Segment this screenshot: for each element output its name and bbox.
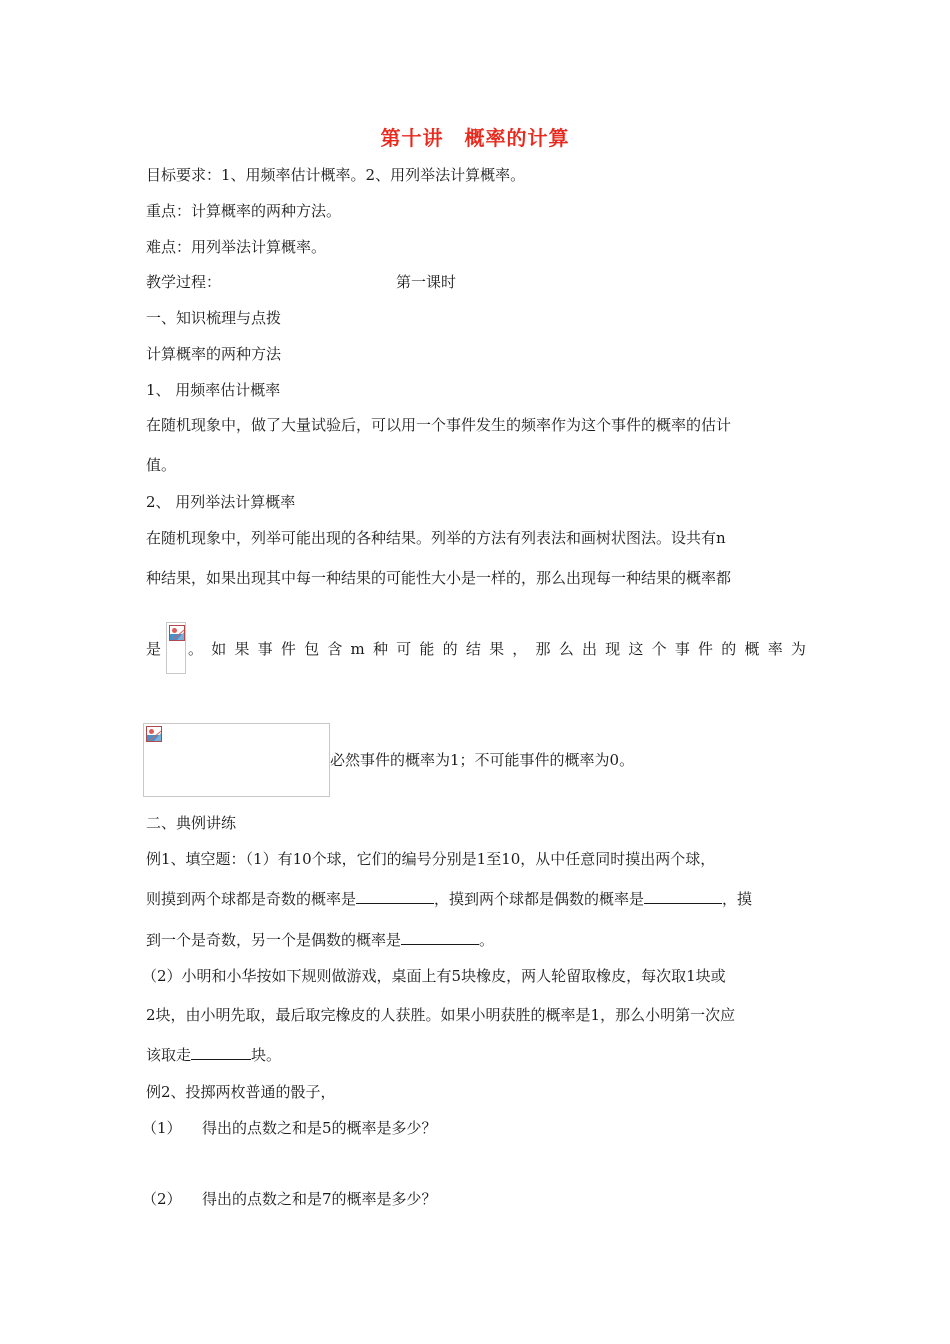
lesson-label: 第一课时 [396,273,457,291]
example-1-line-f [146,1045,281,1065]
methods-heading: 计算概率的两种方法 [146,345,282,363]
key-point-line: 重点：计算概率的两种方法。 [146,202,342,220]
method-2-text-d: 必然事件的概率为1；不可能事件的概率为0。 [330,751,635,769]
example-1-line-c [146,930,494,950]
justified-char: 出 [581,640,597,658]
justified-char: 概 [744,640,760,658]
justified-char: 的 [442,640,458,658]
justified-char: 结 [465,640,481,658]
example-2-question-2: 得出的点数之和是7的概率是多少？ [202,1190,437,1208]
justified-char: 如 [211,640,227,658]
example-1-text: ，摸到两个球都是偶数的概率是 [434,890,645,908]
justified-char: ， [512,640,528,658]
example-1-line-d: （2）小明和小华按如下规则做游戏，桌面上有5块橡皮，两人轮留取橡皮，每次取1块或 [142,967,726,985]
answer-blank-eraser[interactable] [191,1045,251,1060]
example-2-question-1: 得出的点数之和是5的概率是多少？ [202,1119,437,1137]
justified-char: 种 [372,640,388,658]
justified-char: 事 [257,640,273,658]
justified-char: 的 [721,640,737,658]
method-2-text-a: 在随机现象中，列举可能出现的各种结果。列举的方法有列表法和画树状图法。设共有n [146,529,726,547]
method-1-title: 1、 用频率估计概率 [146,381,281,399]
formula-image-m-over-n [143,723,330,797]
answer-blank-odd[interactable] [356,889,434,904]
justified-char: 能 [419,640,435,658]
justified-char: 事 [674,640,690,658]
example-2-question-1-number: （1） [142,1119,182,1137]
justified-char: 现 [605,640,621,658]
justified-char: 件 [280,640,296,658]
process-label: 教学过程： [146,273,222,291]
example-1-line-e: 2块，由小明先取，最后取完橡皮的人获胜。如果小明获胜的概率是1，那么小明第一次应 [146,1006,736,1024]
method-2-text-b: 种结果，如果出现其中每一种结果的可能性大小是一样的，那么出现每一种结果的概率都 [146,569,732,587]
difficulty-line: 难点：用列举法计算概率。 [146,238,327,256]
justified-char: 为 [790,640,806,658]
page-title: 第十讲 概率的计算 [380,126,570,150]
example-1-text: ，摸 [722,890,753,908]
example-1-text: 到一个是奇数，另一个是偶数的概率是 [146,931,402,949]
justified-char: m [350,640,365,658]
justified-char: 含 [327,640,343,658]
justified-char: 果 [234,640,250,658]
answer-blank-even[interactable] [644,889,722,904]
example-1-line-b [146,889,752,909]
example-1-text: 则摸到两个球都是奇数的概率是 [146,890,357,908]
justified-char: 件 [698,640,714,658]
justified-char: 么 [558,640,574,658]
example-1-text: 。 [479,931,495,949]
broken-image-icon [146,726,162,742]
method-2-text-c-post [188,639,806,659]
justified-char: 这 [628,640,644,658]
broken-image-icon [169,625,185,641]
method-1-text-a: 在随机现象中，做了大量试验后，可以用一个事件发生的频率作为这个事件的概率的估计 [146,416,732,434]
justified-char: 包 [304,640,320,658]
example-1-text: 块。 [251,1046,282,1064]
goal-line: 目标要求：1、用频率估计概率。2、用列举法计算概率。 [146,166,526,184]
justified-char: 果 [489,640,505,658]
example-2-heading: 例2、投掷两枚普通的骰子， [146,1083,336,1101]
justified-char: 。 [188,640,204,658]
justified-char: 个 [651,640,667,658]
justified-char: 可 [396,640,412,658]
example-1-line-a: 例1、填空题：（1）有10个球，它们的编号分别是1至10，从中任意同时摸出两个球， [146,850,716,868]
answer-blank-mixed[interactable] [401,930,479,945]
section-heading-1: 一、知识梳理与点拨 [146,309,282,327]
justified-char: 率 [767,640,783,658]
section-heading-2: 二、典例讲练 [146,814,237,832]
example-2-question-2-number: （2） [142,1190,182,1208]
method-2-title: 2、 用列举法计算概率 [146,493,296,511]
formula-image-one-over-n [166,622,186,674]
justified-char: 那 [535,640,551,658]
method-1-text-b: 值。 [146,456,177,474]
example-1-text: 该取走 [146,1046,192,1064]
method-2-text-c-pre: 是 [146,640,162,658]
